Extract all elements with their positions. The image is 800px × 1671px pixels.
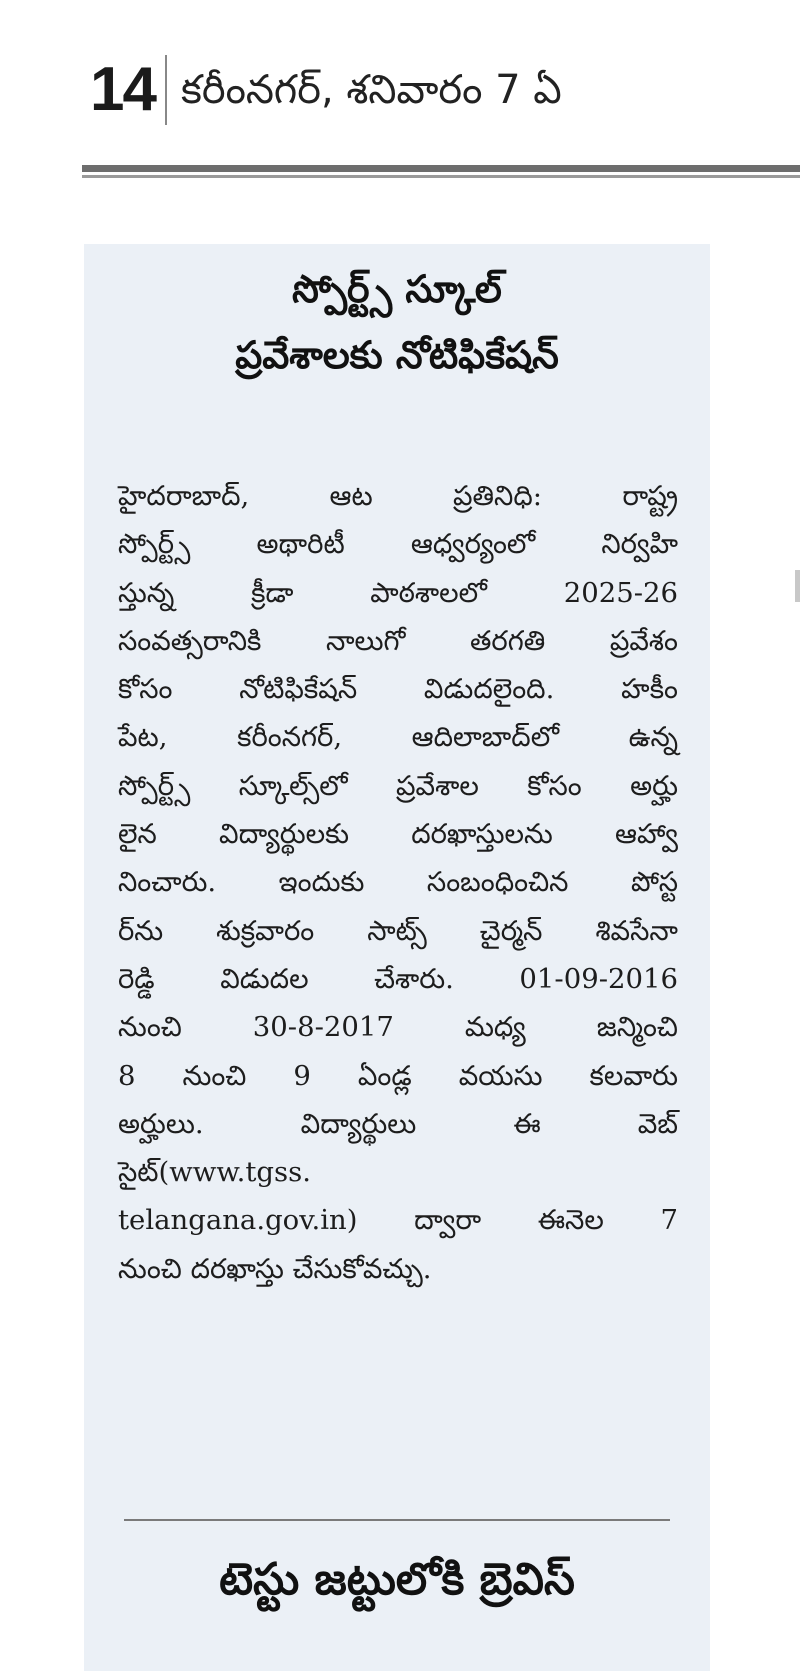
adjacent-column-edge [795,570,800,602]
body-line: స్పోర్ట్స్ స్కూల్స్‌లో ప్రవేశాల కోసం అర్హు [118,769,678,802]
masthead-rule-thick [82,165,800,172]
body-line: సైట్(www.tgss. [118,1156,311,1189]
body-line: రెడ్డి విడుదల చేశారు. 01-09-2016 [118,962,678,995]
body-line: నుంచి దరఖాస్తు చేసుకోవచ్చు. [118,1252,432,1285]
article-body [118,472,678,1293]
headline-line-1: స్పోర్ట్స్ స్కూల్ [292,267,502,311]
dateline: కరీంనగర్, శనివారం 7 ఏ [180,67,562,113]
body-line: 8 నుంచి 9 ఏండ్ల వయసు కలవారు [118,1059,678,1092]
article-headline [84,268,710,377]
body-line: కోసం నోటిఫికేషన్ విడుదలైంది. హకీం [118,673,678,706]
headline-line-2: ప్రవేశాలకు నోటిఫికేషన్ [235,332,559,377]
body-line: నించారు. ఇందుకు సంబంధించిన పోస్ట [118,866,678,899]
article-divider [124,1519,670,1521]
masthead [90,40,800,140]
next-article-headline: టెస్టు జట్టులోకి బ్రెవిస్ [219,1554,575,1605]
body-line: నుంచి 30-8-2017 మధ్య జన్మించి [118,1011,678,1044]
body-line: అర్హులు. విద్యార్థులు ఈ వెబ్ [118,1107,678,1140]
body-line: telangana.gov.in) ద్వారా ఈనెల 7 [118,1204,678,1237]
body-line: స్తున్న క్రీడా పాఠశాలలో 2025-26 [118,576,678,609]
body-line: ర్‌ను శుక్రవారం సాట్స్ చైర్మన్ శివసేనా [118,914,678,947]
page-number: 14 [90,55,155,124]
masthead-rule-thin [82,175,800,178]
article-box-sports-school [84,244,710,1671]
body-line: స్పోర్ట్స్ అథారిటీ ఆధ్వర్యంలో నిర్వహి [118,528,678,561]
body-line: పేట, కరీంనగర్, ఆదిలాబాద్‌లో ఉన్న [118,721,678,754]
masthead-separator [165,55,167,125]
body-line: లైన విద్యార్థులకు దరఖాస్తులను ఆహ్వా [118,818,678,851]
next-article-body-cutoff [114,1644,680,1671]
body-line: హైదరాబాద్, ఆట ప్రతినిధి: రాష్ట్ర [118,480,678,512]
body-line: సంవత్సరానికి నాలుగో తరగతి ప్రవేశం [118,624,678,657]
